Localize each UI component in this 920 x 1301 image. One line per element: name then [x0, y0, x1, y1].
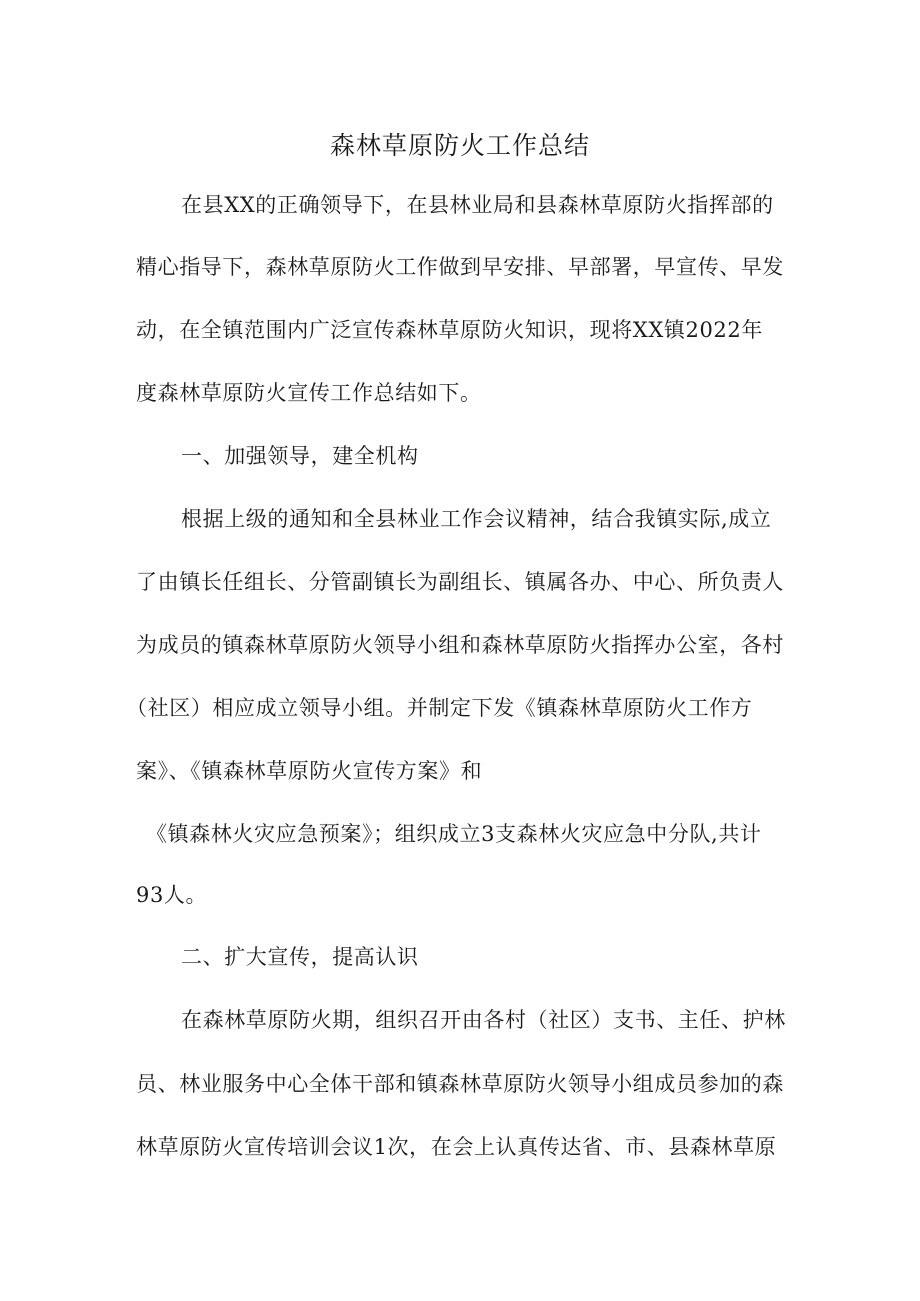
paragraph-2-line-5: 案》、《镇森林草原防火宣传方案》和	[136, 759, 483, 783]
paragraph-2-line-1: 根据上级的通知和全县林业工作会议精神，结合我镇实际,成立	[181, 507, 772, 531]
paragraph-1-line-3: 动，在全镇范围内广泛宣传森林草原防火知识，现将XX镇2022年	[136, 318, 763, 342]
paragraph-2-line-3: 为成员的镇森林草原防火领导小组和森林草原防火指挥办公室，各村	[136, 633, 784, 657]
section-heading-1: 一、加强领导，建全机构	[181, 444, 419, 468]
paragraph-3-line-3: 林草原防火宣传培训会议1次，在会上认真传达省、市、县森林草原	[136, 1135, 777, 1159]
paragraph-1-line-4: 度森林草原防火宣传工作总结如下。	[136, 381, 482, 405]
paragraph-3-line-2: 员、林业服务中心全体干部和镇森林草原防火领导小组成员参加的森	[136, 1072, 784, 1096]
paragraph-1-line-2: 精心指导下，森林草原防火工作做到早安排、早部署，早宣传、早发	[136, 255, 784, 279]
paragraph-2-line-6: 《镇森林火灾应急预案》；组织成立3支森林火灾应急中分队,共计	[146, 822, 762, 846]
document-title: 森林草原防火工作总结	[329, 131, 590, 160]
paragraph-3-line-1: 在森林草原防火期，组织召开由各村（社区）支书、主任、护林	[181, 1008, 786, 1032]
paragraph-1-line-1: 在县XX的正确领导下，在县林业局和县森林草原防火指挥部的	[181, 193, 774, 217]
paragraph-2-line-4: （社区）相应成立领导小组。并制定下发《镇森林草原防火工作方	[126, 696, 753, 720]
paragraph-2-line-7: 93人。	[136, 883, 208, 907]
section-heading-2: 二、扩大宣传，提高认识	[181, 945, 419, 969]
paragraph-2-line-2: 了由镇长任组长、分管副镇长为副组长、镇属各办、中心、所负责人	[136, 570, 784, 594]
